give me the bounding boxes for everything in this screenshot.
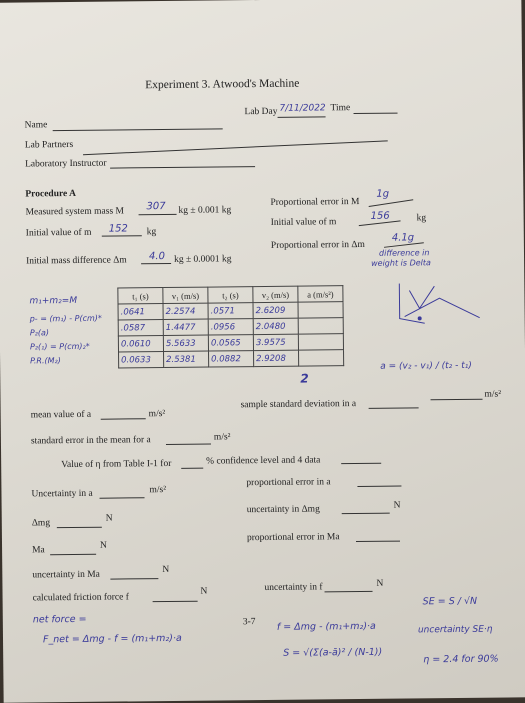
table-cell: 2.5381 [166, 354, 196, 366]
initial-diff-value: 4.0 [148, 251, 165, 263]
measured-mass-line [139, 214, 177, 215]
margin-note: p- = (m₁) - P(cm)* [29, 313, 102, 324]
name-line [53, 128, 223, 131]
uncertainty-a-label: Uncertainty in a [31, 488, 93, 500]
ma-label: Ma [32, 545, 45, 556]
std-error-unit: m/s² [213, 432, 231, 443]
table-cell: .0641 [120, 307, 145, 318]
prop-error-m-value: 1g [376, 188, 390, 200]
instructor-line [110, 166, 255, 169]
sample-sd-label: sample standard deviation in a [240, 399, 357, 411]
prop-error-dm-value: 4.1g [391, 232, 415, 244]
uncertainty-f-unit: N [376, 578, 384, 589]
prop-error-ma-label: proportional error in Ma [246, 532, 340, 544]
table-cell: 5.5633 [165, 338, 196, 350]
friction-equation: f = Δmg - (m₁+m₂)·a [276, 620, 376, 633]
std-error-label: standard error in the mean for a [30, 435, 151, 447]
eta-line [181, 468, 203, 469]
initial-diff-line [141, 263, 171, 264]
uncertainty-note: uncertainty SE·η [417, 624, 493, 636]
friction-label: calculated friction force f [32, 592, 129, 604]
uncertainty-ma-unit: N [162, 564, 170, 576]
net-force-note: net force = [32, 613, 87, 626]
column-header: v₂ (m/s) [253, 286, 298, 302]
uncertainty-dmg-unit: N [393, 500, 401, 511]
table-cell: .0571 [210, 306, 235, 317]
column-header: t₁ (s) [118, 288, 163, 304]
std-error-line [166, 444, 211, 445]
time-label: Time [330, 103, 351, 114]
procedure-heading: Procedure A [25, 188, 76, 200]
margin-note: P.R.(M₂) [30, 356, 61, 366]
data-table [117, 285, 344, 368]
column-header: t₂ (s) [208, 287, 253, 303]
lab-day-label: Lab Day [244, 106, 278, 118]
margin-note: P₂(a) [29, 328, 50, 338]
measured-mass-value: 307 [146, 201, 166, 213]
side-line [431, 399, 483, 401]
initial-diff-unit: kg ± 0.0001 kg [173, 254, 232, 265]
prop-error-ma-line [356, 541, 400, 542]
pulley-sketch [379, 278, 490, 339]
lab-day-line [278, 116, 326, 118]
uncertainty-f-label: uncertainty in f [264, 582, 323, 593]
margin-note: m₁+m₂=M [29, 295, 78, 307]
mean-a-unit: m/s² [148, 409, 166, 420]
mean-a-label: mean value of a [30, 409, 92, 421]
initial-diff-label: Initial mass difference Δm [26, 255, 127, 267]
page-number: 3-7 [242, 617, 256, 628]
initial-m1-unit: kg [146, 227, 157, 238]
mean-a-line [101, 418, 146, 419]
eta-note: η = 2.4 for 90% [423, 653, 499, 666]
se-equation: SE = S / √N [422, 595, 478, 608]
handwritten-note-line2: weight is Delta [371, 258, 431, 268]
initial-m1-line [102, 235, 142, 236]
table-cell: .0587 [120, 323, 146, 334]
margin-note: P₂(₁) = P(cm)₂* [29, 341, 90, 352]
ma-unit: N [99, 540, 107, 551]
table-cell: 0.0633 [121, 355, 151, 366]
lab-partners-label: Lab Partners [24, 139, 74, 151]
measured-mass-label: Measured system mass M [25, 206, 125, 218]
handwritten-mark: 2 [300, 371, 309, 386]
eta-label: Value of η from Table I-1 for [61, 458, 172, 471]
initial-m2-label: Initial value of m [270, 217, 337, 228]
acceleration-formula: a = (v₂ - v₁) / (t₂ - t₁) [380, 360, 472, 372]
uncertainty-ma-label: uncertainty in Ma [32, 569, 100, 581]
measured-mass-unit: kg ± 0.001 kg [178, 205, 232, 216]
dmg-line [57, 527, 102, 528]
table-cell: 2.2574 [165, 306, 196, 318]
partners-line [83, 140, 388, 155]
column-header: v₁ (m/s) [163, 287, 208, 303]
dmg-label: Δmg [31, 518, 51, 529]
initial-m2-value: 156 [370, 210, 390, 222]
name-label: Name [24, 120, 48, 131]
page-title: Experiment 3. Atwood's Machine [145, 77, 300, 92]
dmg-unit: N [105, 513, 113, 524]
initial-m1-label: Initial value of m [25, 227, 92, 239]
prop-error-m-label: Proportional error in M [270, 196, 360, 208]
uncertainty-ma-line [110, 578, 158, 580]
table-cell: 0.0565 [210, 338, 241, 349]
prop-error-a-label: proportional error in a [246, 477, 331, 489]
table-cell: 2.0480 [255, 321, 286, 333]
column-header: a (m/s²) [298, 286, 343, 302]
friction-line [153, 601, 198, 602]
handwritten-note-line1: difference in [378, 248, 430, 258]
side-unit: m/s² [484, 389, 502, 400]
sample-sd-line [369, 407, 419, 409]
sd-equation: S = √(Σ(a-ā)² / (N-1)) [283, 646, 383, 659]
initial-m1-value: 152 [108, 223, 128, 235]
prop-error-dm-label: Proportional error in Δm [270, 239, 365, 251]
time-line [354, 113, 398, 114]
net-force-equation: F_net = Δmg - f = (m₁+m₂)·a [42, 632, 182, 646]
uncertainty-dmg-label: uncertainty in Δmg [246, 504, 320, 516]
table-cell: 2.9208 [256, 353, 286, 365]
table-cell: .0956 [210, 322, 236, 333]
uncertainty-dmg-line [342, 513, 390, 515]
table-cell: 0.0610 [120, 339, 151, 350]
ma-line [50, 554, 96, 555]
table-cell: 1.4477 [165, 322, 196, 334]
uncertainty-a-unit: m/s² [149, 485, 167, 496]
initial-m2-unit: kg [416, 213, 427, 224]
prop-error-m-line [369, 199, 414, 207]
uncertainty-f-line [325, 591, 373, 593]
table-cell: 0.0882 [211, 354, 241, 365]
friction-unit: N [200, 586, 208, 597]
uncertainty-a-line [100, 497, 145, 498]
table-cell: 3.9575 [255, 337, 286, 349]
table-row [119, 350, 344, 368]
lab-day-value: 7/11/2022 [279, 103, 326, 114]
prop-error-a-line [357, 486, 401, 487]
confidence-line [341, 463, 381, 464]
instructor-label: Laboratory Instructor [24, 158, 107, 170]
confidence-label: % confidence level and 4 data [206, 455, 321, 467]
table-cell: 2.6209 [255, 305, 286, 317]
